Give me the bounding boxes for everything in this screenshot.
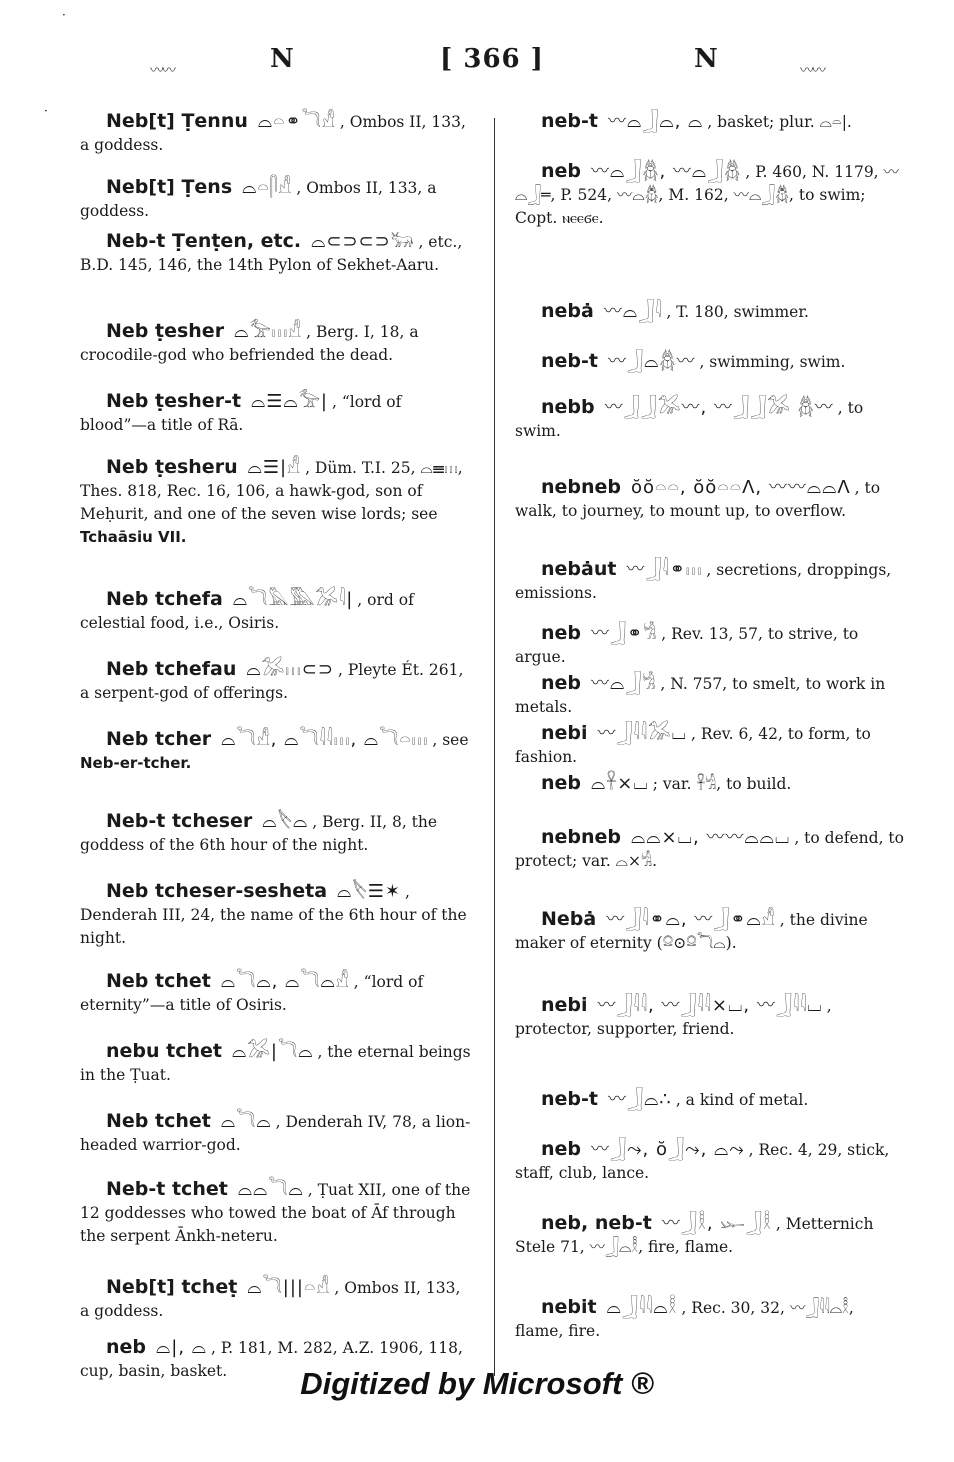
dictionary-entry: [80, 1110, 472, 1157]
entry-headword: neb-t: [541, 350, 598, 372]
entry-headword: Neb-t tchet: [106, 1178, 228, 1200]
dictionary-entry: [515, 826, 907, 873]
dictionary-entry: [80, 970, 472, 1017]
hieroglyph-spelling: ⌓𓅡𓏥𓀭: [234, 321, 303, 342]
dictionary-entry: [515, 1088, 907, 1112]
page-header: [0, 44, 954, 84]
dictionary-entry: [515, 160, 907, 230]
entry-headword: Neb[t] Ṭennu: [106, 110, 248, 132]
scan-mark: ·: [62, 8, 66, 22]
entry-definition: , P. 460, N. 1179, 〰⌓𓃀═, P. 524, 〰⌓𓆣, M. 162, 〰⌓𓃀𓆣, to swim; Copt. ⲛⲉⲉϭⲉ.: [515, 163, 900, 227]
entry-headword: Neb tchet: [106, 970, 211, 992]
entry-headword: neb: [541, 672, 582, 694]
dictionary-entry: [80, 456, 472, 549]
dictionary-entry: [515, 350, 907, 374]
dictionary-entry: [80, 390, 472, 437]
dictionary-entry: [80, 880, 472, 950]
right-water-glyph: 〰〰: [800, 63, 824, 79]
dictionary-entry: [515, 908, 907, 955]
hieroglyph-spelling: ⌓𓆓⌓, ⌓𓆓⌓𓀭: [220, 971, 350, 992]
entry-definition: , the divine maker of eternity (𓍶⊙𓍶𓆓⌓).: [515, 911, 868, 952]
entry-definition: , Düm. T.I. 25, ⌓☰𓏥, Thes. 818, Rec. 16, 106, a hawk-god, son of Meḥurit, and one of the seven wise lords; see: [80, 459, 463, 523]
dictionary-entry: [80, 176, 472, 223]
entry-definition: , “lord of eternity”—a title of Osiris.: [80, 973, 424, 1014]
entry-definition: ; var. 𓋹𓀜, to build.: [652, 775, 792, 793]
entry-definition: , Metternich Stele 71, 〰𓃀⌓𓎛, fire, flame.: [515, 1215, 874, 1256]
entry-headword: Nebȧ: [541, 908, 597, 930]
dictionary-entry: [80, 230, 472, 277]
entry-definition: , to walk, to journey, to mount up, to overflow.: [515, 479, 881, 520]
entry-headword: Neb tchefa: [106, 588, 223, 610]
entry-definition: , “lord of blood”—a title of Rā.: [80, 393, 402, 434]
hieroglyph-spelling: ⌓𓌸⌓: [262, 811, 309, 832]
entry-definition: , to defend, to protect; var. ⌓×𓀜.: [515, 829, 904, 870]
cross-reference: Neb-er-tcher.: [80, 754, 192, 772]
hieroglyph-spelling: ⌓𓋹×⌴: [591, 773, 649, 794]
entry-headword: Neb[t] Ṭens: [106, 176, 233, 198]
entry-definition: , Ombos II, 133, a goddess.: [80, 1279, 461, 1320]
entry-headword: Neb-t tcheser: [106, 810, 253, 832]
hieroglyph-spelling: 〰𓃀⚭𓀜: [591, 623, 658, 644]
entry-definition: , ord of celestial food, i.e., Osiris.: [80, 591, 414, 632]
entry-headword: neb: [541, 622, 582, 644]
entry-headword: nebneb: [541, 476, 622, 498]
entry-definition: , Rev. 13, 57, to strive, to argue.: [515, 625, 859, 666]
hieroglyph-spelling: ⌓⌓×⌴, 〰〰⌓⌓⌴: [631, 827, 791, 848]
entry-definition: , see: [432, 731, 469, 749]
cross-reference: Tchaāsiu VII.: [80, 528, 187, 546]
entry-headword: nebȧ: [541, 300, 594, 322]
entry-definition: , Berg. II, 8, the goddess of the 6th hour of the night.: [80, 813, 438, 854]
left-water-glyph: 〰〰: [150, 63, 174, 79]
dictionary-entry: [80, 1276, 472, 1323]
dictionary-entry: [80, 320, 472, 367]
hieroglyph-spelling: ⌓𓃀𓇋𓇋⌓𓎛: [606, 1297, 678, 1318]
dictionary-entry: [515, 396, 907, 443]
entry-headword: Neb[t] tcheṭ: [106, 1276, 238, 1298]
entry-headword: Neb tcheser-sesheta: [106, 880, 328, 902]
dictionary-entry: [515, 558, 907, 605]
entry-headword: Neb-t Ṭenṭen, etc.: [106, 230, 302, 252]
hieroglyph-spelling: 〰𓃀𓇋⚭𓏥: [626, 559, 703, 580]
hieroglyph-spelling: 〰𓃀𓃀𓅮〰, 〰𓃀𓃀𓅮 𓆣〰: [604, 397, 834, 418]
entry-definition: , a kind of metal.: [675, 1091, 809, 1109]
entry-definition: , etc., B.D. 145, 146, the 14th Pylon of Sekhet-Aaru.: [80, 233, 463, 274]
dictionary-entry: [515, 994, 907, 1041]
entry-definition: , basket; plur. ⌓𓏏|.: [707, 113, 852, 131]
entry-definition: , Ṭuat XII, one of the 12 goddesses who towed the boat of Āf through the serpent Ānkh-neteru.: [80, 1181, 471, 1245]
entry-headword: nebb: [541, 396, 595, 418]
hieroglyph-spelling: ⌓𓅮𓏥⊂⊃: [246, 659, 334, 680]
dictionary-entry: [80, 110, 472, 157]
entry-definition: , swimming, swim.: [699, 353, 846, 371]
entry-headword: neb-t: [541, 1088, 598, 1110]
dictionary-entry: [515, 300, 907, 324]
hieroglyph-spelling: ⌓𓌸☰✶: [337, 881, 401, 902]
dictionary-entry: [80, 1178, 472, 1248]
entry-headword: neb, neb-t: [541, 1212, 652, 1234]
hieroglyph-spelling: 〰𓃀𓇋⚭⌓, 〰𓃀⚭⌓𓀭: [606, 909, 776, 930]
entry-headword: Neb tchefau: [106, 658, 237, 680]
entry-headword: nebu tchet: [106, 1040, 222, 1062]
entry-headword: nebit: [541, 1296, 597, 1318]
hieroglyph-spelling: 〰⌓𓃀𓇋: [603, 301, 663, 322]
digitization-watermark: Digitized by Microsoft ®: [300, 1366, 654, 1401]
entry-headword: neb: [541, 1138, 582, 1160]
dictionary-entry: [80, 1040, 472, 1087]
hieroglyph-spelling: 〰𓃀⤳, ŏ𓃀⤳, ⌓⤳: [591, 1139, 745, 1160]
entry-definition: , Denderah III, 24, the name of the 6th hour of the night.: [80, 883, 467, 947]
dictionary-entry: [80, 728, 472, 775]
entry-headword: Neb ṭesheru: [106, 456, 238, 478]
dictionary-entry: [80, 810, 472, 857]
entry-definition: , to swim.: [515, 399, 864, 440]
dictionary-entry: [80, 588, 472, 635]
hieroglyph-spelling: ⌓|, ⌓: [156, 1337, 207, 1358]
dictionary-entry: [515, 672, 907, 719]
hieroglyph-spelling: 〰⌓𓃀𓀜: [591, 673, 657, 694]
entry-headword: neb: [541, 772, 582, 794]
hieroglyph-spelling: ŏŏ𓏏𓏏, ŏŏ𓏏𓏏Λ, 〰〰⌓⌓Λ: [631, 477, 851, 498]
entry-headword: neb-t: [541, 110, 598, 132]
entry-definition: , P. 181, M. 282, A.Z. 1906, 118, cup, basin, basket.: [80, 1339, 463, 1380]
dictionary-entry: [80, 658, 472, 705]
entry-headword: Neb tchet: [106, 1110, 211, 1132]
hieroglyph-spelling: 〰𓃀𓎛, 𓆱𓃀𓎛: [661, 1213, 772, 1234]
entry-definition: , T. 180, swimmer.: [666, 303, 809, 321]
left-letter: N: [270, 44, 294, 74]
entry-definition: , Rec. 30, 32, 〰𓃀𓇋𓇋⌓𓎛, flame, fire.: [515, 1299, 854, 1340]
dictionary-entry: [515, 1296, 907, 1343]
entry-headword: Neb ṭesher: [106, 320, 225, 342]
hieroglyph-spelling: ⌓𓏏𓋴𓀭: [242, 177, 293, 198]
entry-headword: nebȧut: [541, 558, 617, 580]
hieroglyph-spelling: 〰𓃀𓇋𓇋, 〰𓃀𓇋𓇋×⌴, 〰𓃀𓇋𓇋⌴: [597, 995, 823, 1016]
entry-definition: , Berg. I, 18, a crocodile-god who befriended the dead.: [80, 323, 419, 364]
hieroglyph-spelling: ⌓𓆓𓅓𓅔𓅮𓇋|: [232, 589, 354, 610]
entry-definition: , Rev. 6, 42, to form, to fashion.: [515, 725, 871, 766]
hieroglyph-spelling: ⌓𓅮|𓆓⌓: [232, 1041, 314, 1062]
entry-headword: nebneb: [541, 826, 622, 848]
entry-definition: , Rec. 4, 29, stick, staff, club, lance.: [515, 1141, 890, 1182]
dictionary-entry: [515, 1212, 907, 1259]
entry-headword: nebi: [541, 722, 588, 744]
entry-headword: neb: [541, 160, 582, 182]
hieroglyph-spelling: ⌓𓆓⌓: [220, 1111, 272, 1132]
scan-mark: ·: [44, 104, 48, 118]
entry-definition: , secretions, droppings, emissions.: [515, 561, 892, 602]
entry-definition: , Denderah IV, 78, a lion-headed warrior-god.: [80, 1113, 471, 1154]
hieroglyph-spelling: ⌓☰|𓀭: [247, 457, 302, 478]
entry-definition: , Ombos II, 133, a goddess.: [80, 179, 437, 220]
dictionary-entry: [515, 476, 907, 523]
hieroglyph-spelling: ⌓⌓𓆓⌓: [237, 1179, 304, 1200]
column-divider: [494, 118, 495, 1376]
hieroglyph-spelling: ⌓⊂⊃⊂⊃𓃒: [311, 231, 415, 252]
entry-headword: nebi: [541, 994, 588, 1016]
hieroglyph-spelling: ⌓𓆓|||𓏏𓀭: [247, 1277, 331, 1298]
page-number: [ 366 ]: [440, 44, 544, 74]
hieroglyph-spelling: 〰⌓𓃀𓆣, 〰⌓𓃀𓆣: [591, 161, 742, 182]
entry-headword: Neb ṭesher-t: [106, 390, 242, 412]
dictionary-entry: [515, 722, 907, 769]
hieroglyph-spelling: 〰𓃀⌓∴: [607, 1089, 672, 1110]
dictionary-entry: [515, 622, 907, 669]
hieroglyph-spelling: ⌓☰⌓𓅡|: [251, 391, 328, 412]
entry-headword: Neb tcher: [106, 728, 212, 750]
hieroglyph-spelling: ⌓𓆓𓀭, ⌓𓆓𓇋𓇋𓏥, ⌓𓆓𓏏𓏥: [221, 729, 429, 750]
entry-definition: , the eternal beings in the Ṭuat.: [80, 1043, 471, 1084]
hieroglyph-spelling: 〰𓃀𓇋𓇋𓅮⌴: [597, 723, 688, 744]
hieroglyph-spelling: ⌓𓏏⚭𓆓𓀭: [257, 111, 336, 132]
entry-definition: , Pleyte Ét. 261, a serpent-god of offerings.: [80, 661, 464, 702]
entry-definition: , Ombos II, 133, a goddess.: [80, 113, 466, 154]
hieroglyph-spelling: 〰𓃀⌓𓆣〰: [607, 351, 696, 372]
entry-definition: , N. 757, to smelt, to work in metals.: [515, 675, 886, 716]
right-letter: N: [694, 44, 718, 74]
entry-headword: neb: [106, 1336, 147, 1358]
dictionary-entry: [515, 1138, 907, 1185]
entry-definition: , protector, supporter, friend.: [515, 997, 832, 1038]
dictionary-entry: [515, 110, 907, 134]
dictionary-entry: [515, 772, 907, 796]
hieroglyph-spelling: 〰⌓𓃀⌓, ⌓: [607, 111, 704, 132]
